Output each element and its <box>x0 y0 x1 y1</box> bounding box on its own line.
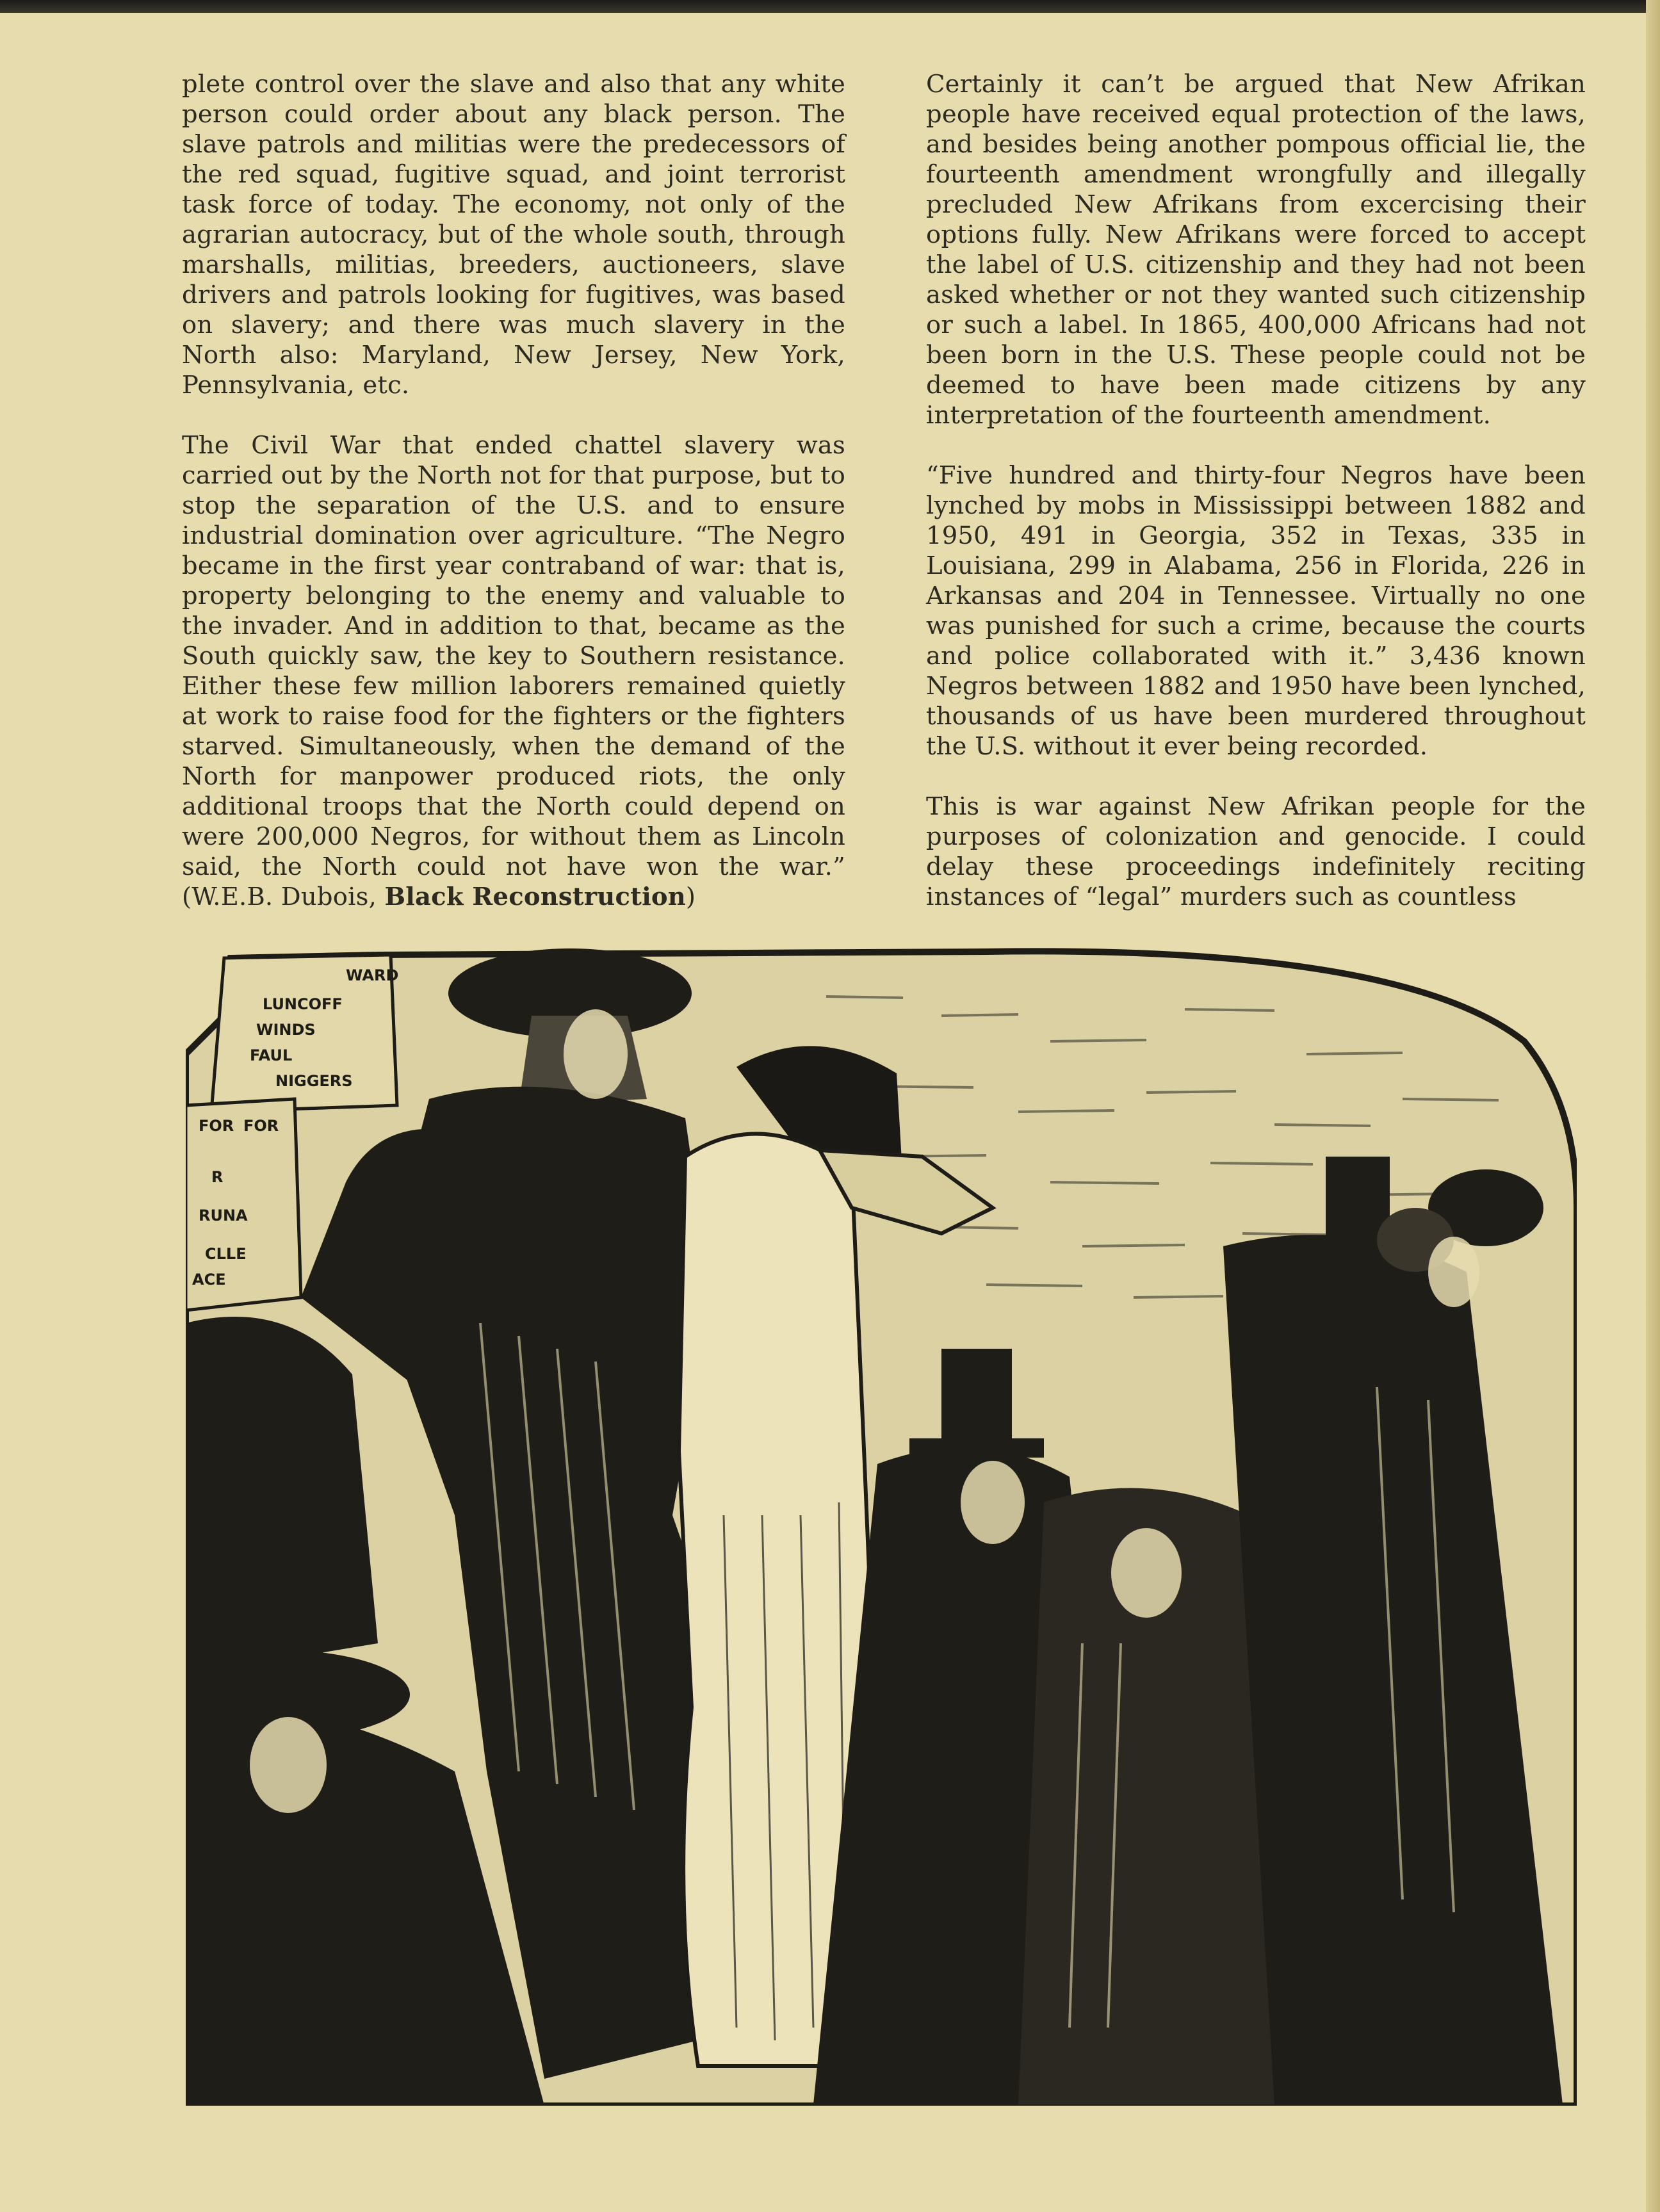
sign-word: ACE <box>192 1271 226 1289</box>
illustration-drawing <box>186 939 1577 2106</box>
sign-word: FOR <box>199 1117 234 1135</box>
sign-word: RUNA <box>199 1207 248 1224</box>
sign-word: NIGGERS <box>275 1072 353 1090</box>
sign-word: CLLE <box>205 1245 247 1263</box>
right-paragraph-3: This is war against New Afrikan people for the purposes of colonization and genocide. I could delay these proceedings indefinitely reciting instances of “legal” murders such as countless <box>926 792 1586 911</box>
left-column <box>182 69 845 912</box>
sign-word: R <box>211 1168 224 1186</box>
book-title: Black Reconstruction <box>384 882 686 911</box>
sign-word: WINDS <box>256 1021 316 1039</box>
sign-word: FAUL <box>250 1046 293 1064</box>
left-paragraph-2-text: The Civil War that ended chattel slavery was carried out by the North not for that purpose, but to stop the separation of the U.S. and to ensure industrial domination over agriculture. “The Negro became in the first year contraband of war: that is, property belonging to the enemy and valuable to the invader. And in addition to that, became as the South quickly saw, the key to Southern resistance. Either these few million laborers remained quietly at work to raise food for the fighters or the fighters starved. Simultaneously, when the demand of the North for manpower produced riots, the only additional troops that the North could depend on were 200,000 Negros, for without them as Lincoln said, the North could not have won the war.” (W.E.B. Dubois, <box>182 431 845 911</box>
right-column <box>926 69 1586 912</box>
sign-word: FOR <box>243 1117 279 1135</box>
sign-word: WARD <box>346 966 399 984</box>
page-top-edge <box>0 0 1660 13</box>
left-paragraph-2 <box>182 430 845 912</box>
right-paragraph-1: Certainly it can’t be argued that New Afrikan people have received equal protection of the laws, and besides being another pompous official lie, the fourteenth amendment wrongfully and illegally precluded New Afrikans from excercising their options fully. New Afrikans were forced to accept the label of U.S. citizenship and they had not been asked whether or not they wanted such citizenship or such a label. In 1865, 400,000 Africans had not been born in the U.S. These people could not be deemed to have been made citizens by any interpretation of the fourteenth amendment. <box>926 70 1586 430</box>
citation-close: ) <box>685 882 696 911</box>
page-right-edge <box>1646 0 1660 2212</box>
right-paragraph-2: “Five hundred and thirty-four Negros have been lynched by mobs in Mississippi between 1882 and 1950, 491 in Georgia, 352 in Texas, 335 in Louisiana, 299 in Alabama, 256 in Florida, 226 in Arkansas and 204 in Tennessee. Virtually no one was punished for such a crime, because the courts and police collaborated with it.” 3,436 known Negros between 1882 and 1950 have been lynched, thousands of us have been murdered throughout the U.S. without it ever being recorded. <box>926 461 1586 761</box>
left-paragraph-1: plete control over the slave and also that any white person could order about any black person. The slave patrols and militias were the predecessors of the red squad, fugitive squad, and joint terrorist task force of today. The economy, not only of the agrarian autocracy, but of the whole south, through marshalls, militias, breeders, auctioneers, slave drivers and patrols looking for fugitives, was based on slavery; and there was much slavery in the North also: Maryland, New Jersey, New York, Pennsylvania, etc. <box>182 70 845 400</box>
woodcut-illustration <box>186 939 1577 2106</box>
sign-word: LUNCOFF <box>263 995 343 1013</box>
